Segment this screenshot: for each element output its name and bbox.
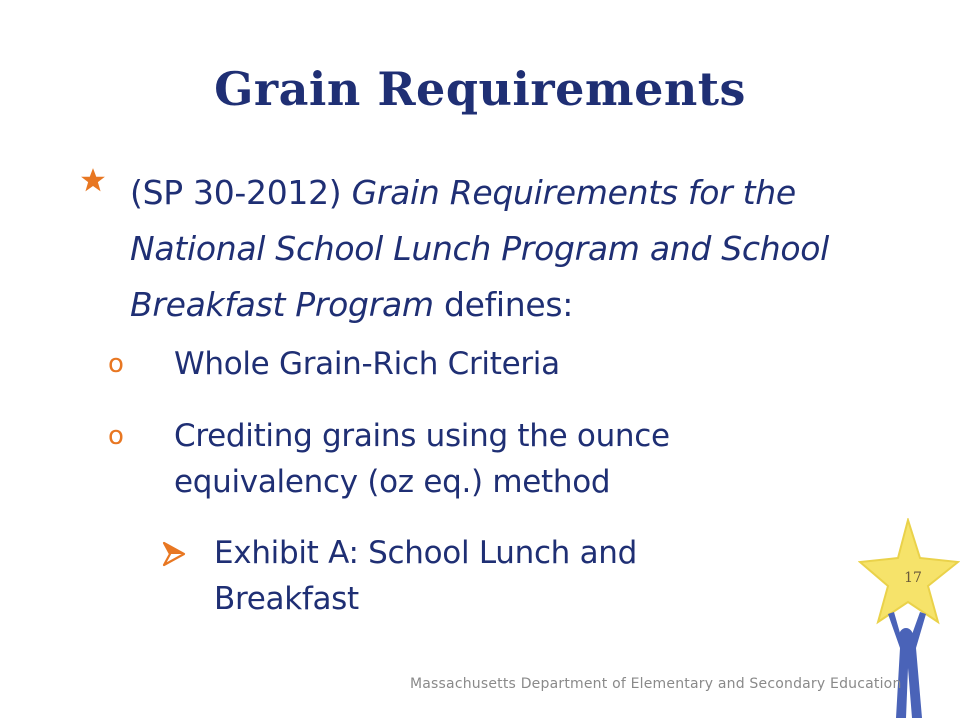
main-bullet: [80, 165, 880, 333]
sub-bullet: [108, 341, 828, 387]
slide-title: Grain Requirements: [214, 62, 746, 116]
circle-icon: o: [108, 349, 124, 379]
main-bullet-italic: Grain Requirements for the National School Lunch Program and School Breakfast Program: [130, 173, 829, 324]
main-bullet-prefix: (SP 30-2012): [130, 173, 352, 212]
footer-text: Massachusetts Department of Elementary and Secondary Education: [410, 676, 902, 692]
slide-number: 17: [904, 570, 922, 586]
sub-bullet-text: Crediting grains using the ounce equivalency (oz eq.) method: [174, 418, 670, 500]
sub-sub-bullet: [162, 530, 762, 622]
main-bullet-suffix: defines:: [433, 285, 574, 324]
circle-icon: o: [108, 421, 124, 451]
sub-bullet-text: Whole Grain-Rich Criteria: [174, 346, 560, 382]
star-icon: [80, 167, 106, 193]
sub-sub-bullet-text: Exhibit A: School Lunch and Breakfast: [214, 535, 638, 617]
arrow-icon: [162, 541, 186, 567]
sub-bullet: [108, 413, 828, 505]
main-bullet-text: [130, 165, 880, 333]
